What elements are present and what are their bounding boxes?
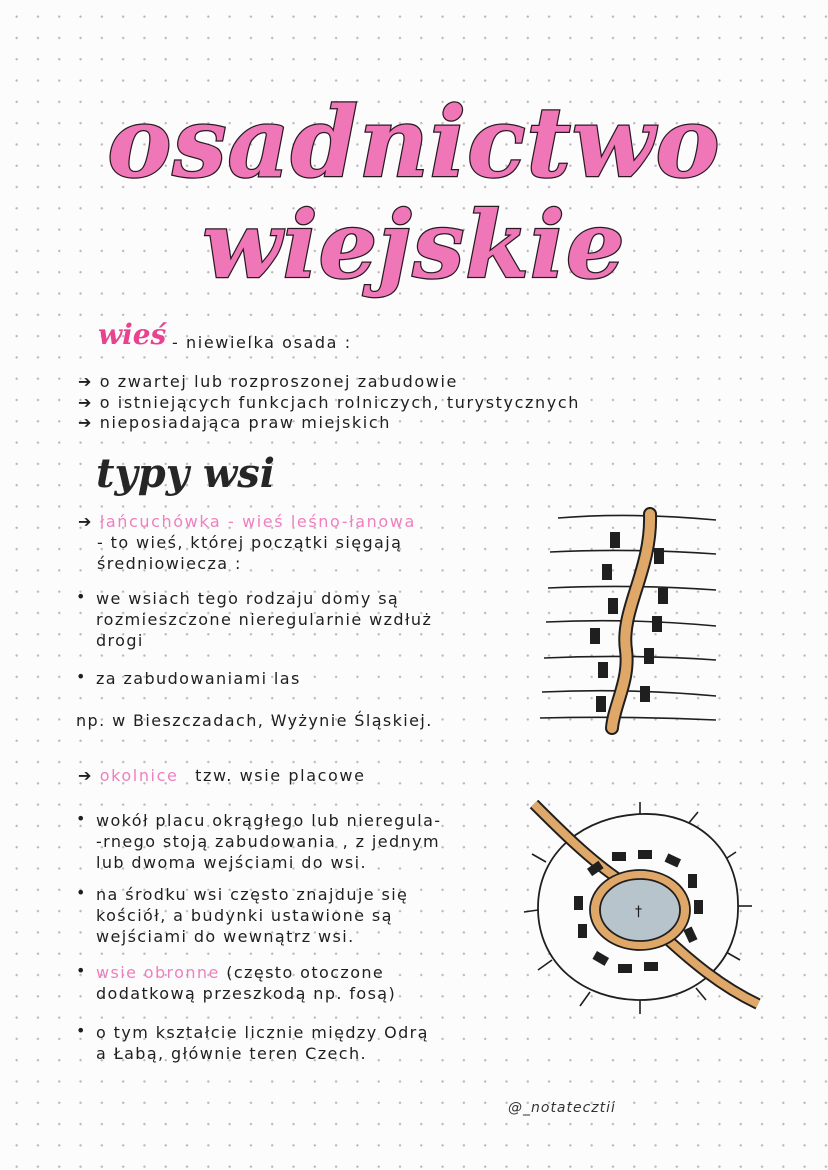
bullet-dot-icon: • <box>76 587 87 606</box>
definition-point: ➔ o zwartej lub rozproszonej zabudowie <box>78 372 458 391</box>
definition-point: ➔ o istniejących funkcjach rolniczych, turystycznych <box>78 393 580 412</box>
type1-description: - to wieś, której początki sięgają średniowiecza : <box>97 533 403 573</box>
bullet-dot-icon: • <box>76 1021 87 1040</box>
term-wies: wieś <box>98 318 167 351</box>
arrow-right-icon: ➔ <box>78 393 94 412</box>
page-title-line1: osadnictwo <box>107 86 721 199</box>
type2-heading: ➔ okolnice tzw. wsie placowe <box>78 766 366 785</box>
bullet-dot-icon: • <box>76 883 87 902</box>
page-title-line2: wiejskie <box>202 191 626 299</box>
bullet-dot-icon: • <box>76 809 87 828</box>
type2-bullet: • wokół placu okrągłego lub nieregula- -rnego stoją zabudowania , z jednym lub dwoma wejściami do wsi. <box>76 809 442 872</box>
type2-bullet: • na środku wsi często znajduje się kościół, a budynki ustawione są wejściami do wewnątrz wsi. <box>76 883 409 946</box>
cross-icon: † <box>635 904 642 920</box>
bullet-dot-icon: • <box>76 667 87 686</box>
type1-bullet: • za zabudowaniami las <box>76 667 301 688</box>
okolnica-diagram <box>520 800 760 1020</box>
definition-point: ➔ nieposiadająca praw miejskich <box>78 413 391 432</box>
type2-bullet: • o tym kształcie licznie między Odrą a Łabą, głównie teren Czech. <box>76 1021 429 1063</box>
arrow-right-icon: ➔ <box>78 372 94 391</box>
arrow-right-icon: ➔ <box>78 512 94 531</box>
type1-heading: ➔ łańcuchówka - wieś leśno-łanowa <box>78 512 416 531</box>
type1-bullet: • we wsiach tego rodzaju domy są rozmieszczone nieregularnie wzdłuż drogi <box>76 587 433 650</box>
type2-bullet: • wsie obronne (często otoczone dodatkową przeszkodą np. fosą) <box>76 961 397 1003</box>
lancuchowka-diagram <box>540 510 720 730</box>
bullet-dot-icon: • <box>76 961 87 980</box>
type1-example: np. w Bieszczadach, Wyżynie Śląskiej. <box>76 711 433 730</box>
arrow-right-icon: ➔ <box>78 766 94 785</box>
author-signature: @_notatecztii <box>508 1100 616 1116</box>
section-heading-typy-wsi: typy wsi <box>96 450 276 497</box>
definition-text: - niewielka osada : <box>172 333 352 352</box>
arrow-right-icon: ➔ <box>78 413 94 432</box>
